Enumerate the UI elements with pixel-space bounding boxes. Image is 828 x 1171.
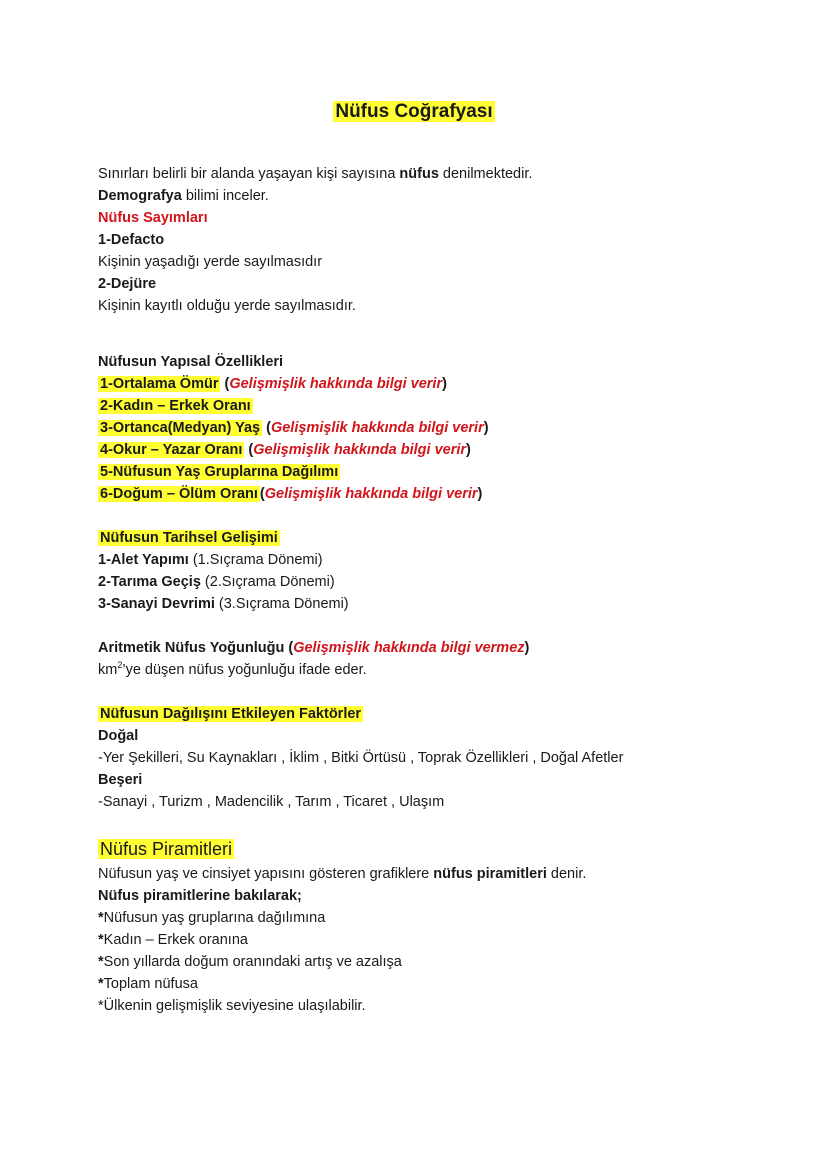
intro-line-2 [98,185,778,207]
pyramid-list-text: Ülkenin gelişmişlik seviyesine ulaşılabilir. [103,998,366,1014]
pyramid-list-item [98,951,778,973]
dejure-text: Kişinin kayıtlı olduğu yerde sayılmasıdır. [98,298,356,314]
page-title [0,98,828,126]
paren-close: ) [442,376,447,392]
history-heading: Nüfusun Tarihsel Gelişimi [100,530,278,546]
human-text: -Sanayi , Turizm , Madencilik , Tarım , Ticaret , Ulaşım [98,794,445,810]
structural-item-label: 5-Nüfusun Yaş Gruplarına Dağılımı [100,464,339,480]
structural-item-note: Gelişmişlik hakkında bilgi verir [264,486,478,502]
pyramid-list-text: Kadın – Erkek oranına [103,932,248,948]
pyramid-list-text: Son yıllarda doğum oranındaki artış ve azalışa [103,954,402,970]
paren-open: ( [262,420,271,436]
structural-item [98,439,778,461]
paren-close: ) [466,442,471,458]
structural-item [98,417,778,439]
pyramid-list-text: Toplam nüfusa [103,976,198,992]
paren-open: ( [244,442,254,458]
pyramids-definition [98,863,778,885]
structural-item-note: Gelişmişlik hakkında bilgi verir [253,442,467,458]
density-note: Gelişmişlik hakkında bilgi vermez [293,640,525,656]
pyramid-list-item [98,973,778,995]
bullet: * [98,910,104,926]
pyramid-list-item [98,995,778,1017]
history-item-label: 1-Alet Yapımı [98,552,189,568]
history-item-note: (2.Sıçrama Dönemi) [200,574,335,590]
structural-item-label: 1-Ortalama Ömür [100,376,219,392]
bullet: * [98,976,104,992]
history-item-note: (1.Sıçrama Dönemi) [188,552,323,568]
structural-item [98,483,778,505]
natural-text: -Yer Şekilleri, Su Kaynakları , İklim , Bitki Örtüsü , Toprak Özellikleri , Doğal Afetler [98,750,624,766]
density-text-rest: ’ye düşen nüfus yoğunluğu ifade eder. [122,662,367,678]
paren-open: ( [284,640,294,656]
pyramids-def-end: denir. [546,866,587,882]
history-item-label: 3-Sanayi Devrimi [98,596,215,612]
structural-item-label: 2-Kadın – Erkek Oranı [100,398,251,414]
human-title: Beşeri [98,772,143,788]
intro-bold-term: nüfus [399,166,439,182]
paren-open: ( [259,486,265,502]
factors-heading: Nüfusun Dağılışını Etkileyen Faktörler [100,706,362,722]
pyramids-sub: Nüfus piramitlerine bakılarak; [98,888,302,904]
intro-line-1 [98,163,778,185]
paren-open: ( [220,376,230,392]
factors-heading-line [98,703,778,725]
paren-close: ) [524,640,530,656]
bullet: * [98,954,104,970]
density-text [98,659,778,681]
structural-item [98,373,778,395]
page-title-text: Nüfus Coğrafyası [335,101,493,122]
paren-close: ) [477,486,483,502]
history-item [98,593,778,615]
demography-term: Demografya [98,188,182,204]
pyramid-list-item [98,929,778,951]
pyramid-list-item [98,907,778,929]
history-item-label: 2-Tarıma Geçiş [98,574,201,590]
defacto-text: Kişinin yaşadığı yerde sayılmasıdır [98,254,323,270]
density-label: Aritmetik Nüfus Yoğunluğu [98,640,285,656]
paren-close: ) [483,420,489,436]
structural-heading: Nüfusun Yapısal Özellikleri [98,354,284,370]
bullet: * [98,998,104,1014]
demography-text: bilimi inceler. [181,188,269,204]
intro-text-end: denilmektedir. [438,166,533,182]
pyramid-list-text: Nüfusun yaş gruplarına dağılımına [103,910,326,926]
structural-item-label: 3-Ortanca(Medyan) Yaş [100,420,261,436]
pyramids-heading: Nüfus Piramitleri [100,839,233,859]
structural-item [98,461,778,483]
document-body [98,163,778,1017]
pyramids-heading-line [98,835,778,863]
pyramids-def-text: Nüfusun yaş ve cinsiyet yapısını gösteren grafiklere [98,866,434,882]
structural-item-note: Gelişmişlik hakkında bilgi verir [229,376,443,392]
bullet: * [98,932,104,948]
history-item-note: (3.Sıçrama Dönemi) [214,596,349,612]
structural-item-note: Gelişmişlik hakkında bilgi verir [270,420,484,436]
structural-item-label: 4-Okur – Yazar Oranı [100,442,243,458]
structural-item-label: 6-Doğum – Ölüm Oranı [100,486,258,502]
intro-text: Sınırları belirli bir alanda yaşayan kişi sayısına [98,166,400,182]
dejure-title: 2-Dejüre [98,276,157,292]
history-item [98,549,778,571]
natural-title: Doğal [98,728,139,744]
pyramids-def-term: nüfus piramitleri [433,866,547,882]
history-heading-line [98,527,778,549]
density-heading [98,637,778,659]
structural-item [98,395,778,417]
census-heading: Nüfus Sayımları [98,210,208,226]
density-unit: km [98,662,118,678]
defacto-title: 1-Defacto [98,232,165,248]
density-unit-exponent: 2 [117,660,123,671]
history-item [98,571,778,593]
